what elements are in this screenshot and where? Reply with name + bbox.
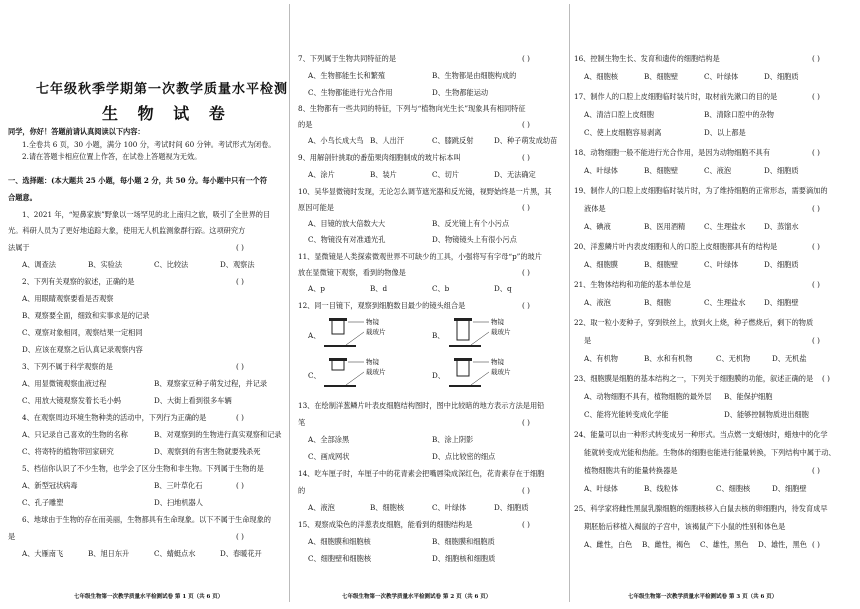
page-footer: 七年级生物第一次教学质量水平检测试卷 第 1 页（共 6 页） (74, 594, 224, 600)
option: D、能够控制物质进出细胞 (724, 410, 809, 419)
option: D、无机盐 (772, 354, 807, 363)
option: C、将寄特的植物带回家研究 (22, 447, 114, 456)
option: D、大街上看到很多车辆 (154, 396, 232, 405)
option: D、生物都能运动 (432, 88, 489, 97)
option: C、叶绿体 (704, 72, 739, 81)
option: B、能保护细胞 (724, 392, 773, 401)
option: B、细胞壁 (644, 260, 679, 269)
option: D、观察法 (220, 260, 255, 269)
answer-blank: ( ) (522, 418, 530, 427)
question-stem: 6、地球由于生物的存在而美丽，生物都具有生命现象。以下不属于生命现象的 (22, 515, 271, 524)
question-stem: 的是 (298, 120, 313, 129)
answer-blank: ( ) (812, 336, 820, 345)
question-stem: 22、取一粒小麦种子，穿到铁丝上，放到火上烧，种子燃烧后，剩下的物质 (574, 318, 814, 327)
option: C、用放大镜观察发着长毛小蚂 (22, 396, 121, 405)
answer-blank: ( ) (812, 54, 820, 63)
question-stem: 19、制作人的口腔上皮细胞临时装片时，为了维持细胞的正常形态，需要滴加的 (574, 186, 828, 195)
option: D、春暖花开 (220, 549, 262, 558)
question-stem: 液体是 (584, 204, 606, 213)
option: B、线粒体 (644, 484, 679, 493)
option: A、有机物 (584, 354, 618, 363)
option: C、生理盐水 (704, 222, 746, 231)
objective-lens-shape (332, 320, 344, 334)
lens-label: 物镜 (366, 358, 379, 366)
option: B、观察要全面，细致和实事求是的记录 (22, 311, 150, 320)
question-stem: 5、档信你认识了不少生物，也学会了区分生物和非生物。下列属于生物的是 (22, 464, 264, 473)
answer-blank: ( ) (236, 277, 244, 286)
question-stem: 24、能量可以由一种形式转变成另一种形式。当点燃一支蜡烛时，蜡烛中的化学 (574, 430, 828, 439)
option: B、 (432, 331, 445, 340)
option: C、能将光能转变成化学能 (584, 410, 669, 419)
option: D、无法确定 (494, 170, 536, 179)
question-stem: 法属于 (8, 243, 30, 252)
option: B、涂上阴影 (432, 435, 474, 444)
option: B、雌性，褐色 (642, 540, 691, 549)
slide-label: 载玻片 (366, 368, 386, 376)
objective-lens-shape (457, 320, 469, 340)
option: A、液泡 (308, 503, 335, 512)
option: D、蒸馏水 (764, 222, 799, 231)
notice-line: 2.请在答题卡相应位置上作答，在试卷上答题视为无效。 (22, 152, 202, 161)
answer-blank: ( ) (812, 148, 820, 157)
question-stem: 11、显微镜是人类探索微观世界不可缺少的工具，小强将写有字母“p”的玻片 (298, 252, 542, 261)
question-stem: 14、吃车厘子时，车厘子中的花青素会把嘴唇染成深红色，花青素存在于细胞 (298, 469, 545, 478)
option: A、用显微镜观察血液过程 (22, 379, 107, 388)
page-footer: 七年级生物第一次教学质量水平检测试卷 第 2 页（共 6 页） (342, 594, 492, 600)
lens-diagram-c (324, 356, 424, 392)
column-divider (569, 4, 570, 602)
objective-lens-cap (454, 358, 472, 361)
option: B、人出汗 (370, 136, 405, 145)
option: D、细胞质 (764, 260, 799, 269)
answer-blank: ( ) (812, 280, 820, 289)
label-pointer (471, 332, 489, 345)
option: B、细胞壁 (644, 72, 679, 81)
slide-label: 载玻片 (366, 328, 386, 336)
option: D、种子萌发成幼苗 (494, 136, 558, 145)
label-pointer (346, 372, 364, 385)
option: B、医用酒精 (644, 222, 686, 231)
option: D、细胞壁 (772, 484, 807, 493)
question-stem: 原因可能是 (298, 203, 334, 212)
objective-lens-cap (454, 318, 472, 321)
question-stem: 7、下列属于生物共同特征的是 (298, 54, 397, 63)
answer-blank: ( ) (236, 243, 244, 252)
option: D、点比较密的细点 (432, 452, 496, 461)
option: B、d (370, 284, 388, 293)
answer-blank: ( ) (236, 481, 244, 490)
answer-blank: ( ) (812, 466, 820, 475)
answer-blank: ( ) (812, 204, 820, 213)
question-stem: 13、在绘制洋葱鳞片叶表皮细胞结构图时，图中比较暗的地方表示方法是用铅 (298, 401, 545, 410)
question-stem: 植物细胞共有的能量转换器是 (584, 466, 678, 475)
option: B、反光镜上有个小污点 (432, 219, 510, 228)
option: A、新型冠状病毒 (22, 481, 78, 490)
option: D、q (494, 284, 512, 293)
option: B、三叶草化石 (154, 481, 203, 490)
option: B、细胞膜和细胞质 (432, 537, 495, 546)
lens-diagram-a (324, 316, 424, 352)
objective-lens-shape (332, 360, 344, 370)
question-stem: 放在显微镜下观察，看到的物像是 (298, 268, 406, 277)
label-pointer (346, 332, 364, 345)
question-stem: 9、用解剖针挑取的番茄果肉细胞制成的玻片标本叫 (298, 153, 461, 162)
answer-blank: ( ) (236, 532, 244, 541)
option: A、雌性，白色 (584, 540, 633, 549)
question-stem: 15、观察成染色的洋葱表皮细胞，能看到的细胞结构是 (298, 520, 473, 529)
option: B、生物都是由细胞构成的 (432, 71, 517, 80)
option: B、细胞 (644, 298, 671, 307)
option: A、小鸟长成大鸟 (308, 136, 364, 145)
question-stem: 期胚胎后移植入褐鼠的子宫中，该褐鼠产下小鼠的性别和体色是 (584, 522, 786, 531)
option: A、涂片 (308, 170, 335, 179)
question-stem: 笔 (298, 418, 306, 427)
option: A、 (308, 331, 321, 340)
option: A、用眼睛观察要看是否观察 (22, 294, 114, 303)
question-stem: 8、生物都有一些共同的特征，下列与“植物向光生长”现象具有相同特征 (298, 104, 526, 113)
option: C、物镜没有对准通光孔 (308, 235, 386, 244)
option: B、水和有机物 (644, 354, 693, 363)
option: A、细胞核 (584, 72, 618, 81)
option: C、无机物 (716, 354, 751, 363)
answer-blank: ( ) (522, 120, 530, 129)
option: B、旭日东升 (88, 549, 130, 558)
option: C、生物都能进行光合作用 (308, 88, 393, 97)
option: D、细胞质 (764, 166, 799, 175)
question-stem: 3、下列不属于科学观察的是 (22, 362, 113, 371)
option: C、蜻蜓点水 (154, 549, 196, 558)
exam-subtitle: 生 物 试 卷 (102, 104, 232, 123)
option: A、碘液 (584, 222, 611, 231)
page-footer: 七年级生物第一次教学质量水平检测试卷 第 3 页（共 6 页） (628, 594, 778, 600)
option: D、以上都是 (704, 128, 746, 137)
column-divider (289, 4, 290, 602)
option: A、液泡 (584, 298, 611, 307)
exam-title: 七年级秋季学期第一次教学质量水平检测 (36, 82, 289, 97)
question-stem: 2、下列有关观察的叙述，正确的是 (22, 277, 135, 286)
answer-blank: ( ) (236, 413, 244, 422)
option: D、细胞质 (494, 503, 529, 512)
option: C、生理盐水 (704, 298, 746, 307)
answer-blank: ( ) (522, 203, 530, 212)
option: A、生物都能生长和繁殖 (308, 71, 386, 80)
option: B、清除口腔中的杂物 (704, 110, 774, 119)
question-stem: 12、同一目镜下，观察到细胞数目最少的镜头组合是 (298, 301, 466, 310)
question-stem: 21、生物体结构和功能的基本单位是 (574, 280, 691, 289)
label-pointer (471, 372, 489, 385)
option: A、全部涂黑 (308, 435, 350, 444)
option: A、叶绿体 (584, 484, 618, 493)
option: D、细胞核和细胞质 (432, 554, 496, 563)
option: C、画成网状 (308, 452, 350, 461)
option: C、比较法 (154, 260, 189, 269)
option: C、叶绿体 (432, 503, 467, 512)
option: C、膝跳反射 (432, 136, 474, 145)
answer-blank: ( ) (236, 362, 244, 371)
objective-lens-shape (457, 360, 469, 376)
question-stem: 18、动物细胞一般不能进行光合作用，是因为动物细胞不具有 (574, 148, 771, 157)
page-1-column (4, 0, 289, 609)
option: C、使上皮细胞容易剥离 (584, 128, 662, 137)
section-heading: 合题意。 (8, 193, 37, 202)
option: D、细胞质 (764, 72, 799, 81)
section-heading: 一、选择题：(本大题共 25 小题，每小题 2 分，共 50 分。每小题中只有一个符 (8, 176, 268, 185)
question-stem: 4、在观察周边环境生物种类的活动中，下列行为正确的是 (22, 413, 207, 422)
option: A、细胞膜和细胞核 (308, 537, 371, 546)
answer-blank: ( ) (812, 540, 820, 549)
option: A、动物细胞不具有，植物细胞的最外层 (584, 392, 712, 401)
question-stem: 16、控制生物生长、发育和遗传的细胞结构是 (574, 54, 720, 63)
option: A、叶绿体 (584, 166, 618, 175)
objective-lens-cap (329, 358, 347, 361)
option: A、清洁口腔上皮细胞 (584, 110, 654, 119)
option: A、大雁南飞 (22, 549, 64, 558)
question-stem: 能就转变成光能和热能。生物体的细胞也能进行能量转换，下列结构中属于动、 (584, 448, 836, 457)
slide-label: 载玻片 (491, 368, 511, 376)
notice-line: 1.全卷共 6 页，30 小题，满分 100 分，考试时间 60 分钟。考试形式为闭卷。 (22, 140, 276, 149)
answer-blank: ( ) (522, 153, 530, 162)
lens-diagram-b (449, 316, 549, 352)
option: C、细胞核 (716, 484, 751, 493)
question-stem: 光。科研人员为了更好地追踪大象，使用无人机监测象群行踪。这项研究方 (8, 226, 246, 235)
option: C、孔子雕塑 (22, 498, 64, 507)
slide-label: 载玻片 (491, 328, 511, 336)
answer-blank: ( ) (812, 242, 820, 251)
option: C、b (432, 284, 450, 293)
question-stem: 25、科学家将雌性黑鼠乳腺细胞的细胞核移入白鼠去核的卵细胞内，待发育成早 (574, 504, 828, 513)
question-stem: 的 (298, 486, 306, 495)
answer-blank: ( ) (822, 374, 830, 383)
option: D、 (432, 371, 445, 380)
option: B、细胞壁 (644, 166, 679, 175)
answer-blank: ( ) (522, 486, 530, 495)
option: D、应该在观察之后认真记录观察内容 (22, 345, 143, 354)
option: C、 (308, 371, 321, 380)
question-stem: 是 (584, 336, 592, 345)
objective-lens-cap (329, 318, 347, 321)
option: D、物镜镜头上有很小污点 (432, 235, 517, 244)
option: D、观察到的有害生物就要残杀死 (154, 447, 261, 456)
option: B、装片 (370, 170, 397, 179)
answer-blank: ( ) (522, 268, 530, 277)
option: D、雄性，黑色 (758, 540, 807, 549)
answer-blank: ( ) (522, 520, 530, 529)
option: C、观察对象相同，观察结果一定相同 (22, 328, 143, 337)
option: A、目镜的放大倍数大大 (308, 219, 386, 228)
option: B、对观察到的生物进行真实观察和记录 (154, 430, 282, 439)
option: C、液泡 (704, 166, 732, 175)
question-stem: 20、洋葱鳞片叶内表皮细胞和人的口腔上皮细胞都具有的结构是 (574, 242, 778, 251)
option: C、叶绿体 (704, 260, 739, 269)
answer-blank: ( ) (522, 54, 530, 63)
lens-label: 物镜 (491, 358, 504, 366)
answer-blank: ( ) (812, 92, 820, 101)
option: A、细胞膜 (584, 260, 618, 269)
option: A、p (308, 284, 325, 293)
lens-label: 物镜 (491, 318, 504, 326)
option: A、调查法 (22, 260, 56, 269)
lens-diagram-d (449, 356, 549, 392)
question-stem: 10、吴华显微镜时发现，无论怎么调节遮光器和反光镜，视野始终是一片黑，其 (298, 187, 552, 196)
lens-label: 物镜 (366, 318, 379, 326)
option: B、细胞核 (370, 503, 405, 512)
option: C、雄性，黑色 (700, 540, 749, 549)
option: D、细胞壁 (764, 298, 799, 307)
question-stem: 1、2021 年，“短鼻家族”野象以一场罕见的北上南归之旅，吸引了全世界的目 (22, 210, 271, 219)
option: D、扫地机器人 (154, 498, 203, 507)
notice-heading: 同学，你好！答题前请认真阅读以下内容： (8, 127, 145, 136)
option: C、切片 (432, 170, 460, 179)
page-3-column (574, 0, 856, 609)
question-stem: 23、细胞膜是细胞的基本结构之一，下列关于细胞膜的功能，叙述正确的是 (574, 374, 814, 383)
option: C、细胞壁和细胞核 (308, 554, 372, 563)
answer-blank: ( ) (522, 301, 530, 310)
page-2-column (294, 0, 566, 609)
option: A、只记录自己喜欢的生物的名称 (22, 430, 128, 439)
option: B、实验法 (88, 260, 123, 269)
question-stem: 17、制作人的口腔上皮细胞临时装片时，取材前先漱口的目的是 (574, 92, 778, 101)
question-stem: 是 (8, 532, 16, 541)
option: B、观察家豆种子萌发过程，并记录 (154, 379, 268, 388)
